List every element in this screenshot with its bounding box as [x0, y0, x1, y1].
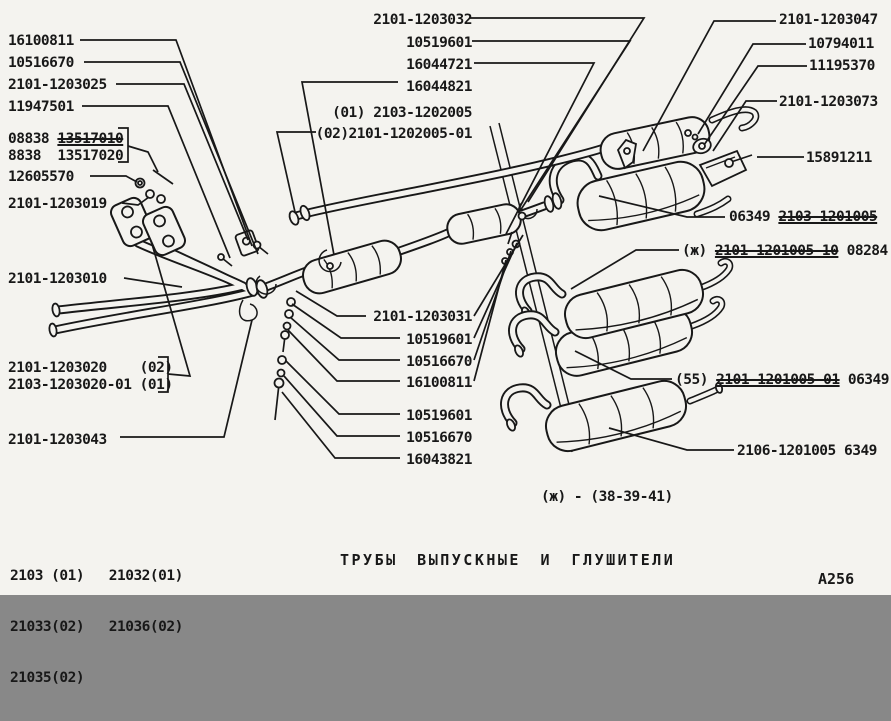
part-label: 2101-1203025: [8, 77, 107, 93]
part-label: (55) 2101-1201005-01 06349: [675, 372, 889, 388]
part-label: 16100811: [8, 33, 74, 49]
part-label: 8838 13517020: [8, 148, 124, 164]
part-label: 2101-1203031: [373, 309, 472, 325]
part-label: 2101-1203019: [8, 196, 107, 212]
part-label: 10516670: [406, 354, 472, 370]
part-label: 10794011: [808, 36, 874, 52]
part-label: 10519601: [406, 35, 472, 51]
part-label: 11947501: [8, 99, 74, 115]
part-label: 10516670: [406, 430, 472, 446]
part-label: 10519601: [406, 408, 472, 424]
footnote: (ж) - (38-39-41): [541, 489, 673, 505]
part-label: 12605570: [8, 169, 74, 185]
page-title: ТРУБЫ ВЫПУСКНЫЕ И ГЛУШИТЕЛИ: [340, 551, 676, 569]
part-label: 16100811: [406, 375, 472, 391]
page-code: А256: [818, 570, 855, 588]
part-label: (02)2101-1202005-01: [315, 126, 472, 142]
part-label: 11195370: [809, 58, 875, 74]
part-label: 16044821: [406, 79, 472, 95]
part-label: 10516670: [8, 55, 74, 71]
part-label: 2101-1203020 (02): [8, 360, 173, 376]
part-label: 2101-1203032: [373, 12, 472, 28]
part-label: 2101-1203010: [8, 271, 107, 287]
part-label: (ж) 2101-1201005-10 08284: [682, 243, 888, 259]
part-label: 2101-1203073: [779, 94, 878, 110]
part-label: 08838 13517010: [8, 131, 124, 147]
part-label: 2101-1203047: [779, 12, 878, 28]
part-label: (01) 2103-1202005: [332, 105, 472, 121]
applicability-row: 2103 (01) 21032(01): [10, 568, 183, 584]
part-label: 10519601: [406, 332, 472, 348]
applicability-row: 21033(02) 21036(02): [10, 619, 183, 635]
part-label: 2106-1201005 6349: [737, 443, 877, 459]
part-label: 15891211: [806, 150, 872, 166]
part-label: 16044721: [406, 57, 472, 73]
part-label: 2103-1203020-01 (01): [8, 377, 173, 393]
applicability-table: [10, 534, 183, 721]
applicability-row: 21035(02): [10, 670, 85, 686]
part-label: 2101-1203043: [8, 432, 107, 448]
part-label: 06349 2103-1201005: [729, 209, 878, 225]
part-label: 16043821: [406, 452, 472, 468]
